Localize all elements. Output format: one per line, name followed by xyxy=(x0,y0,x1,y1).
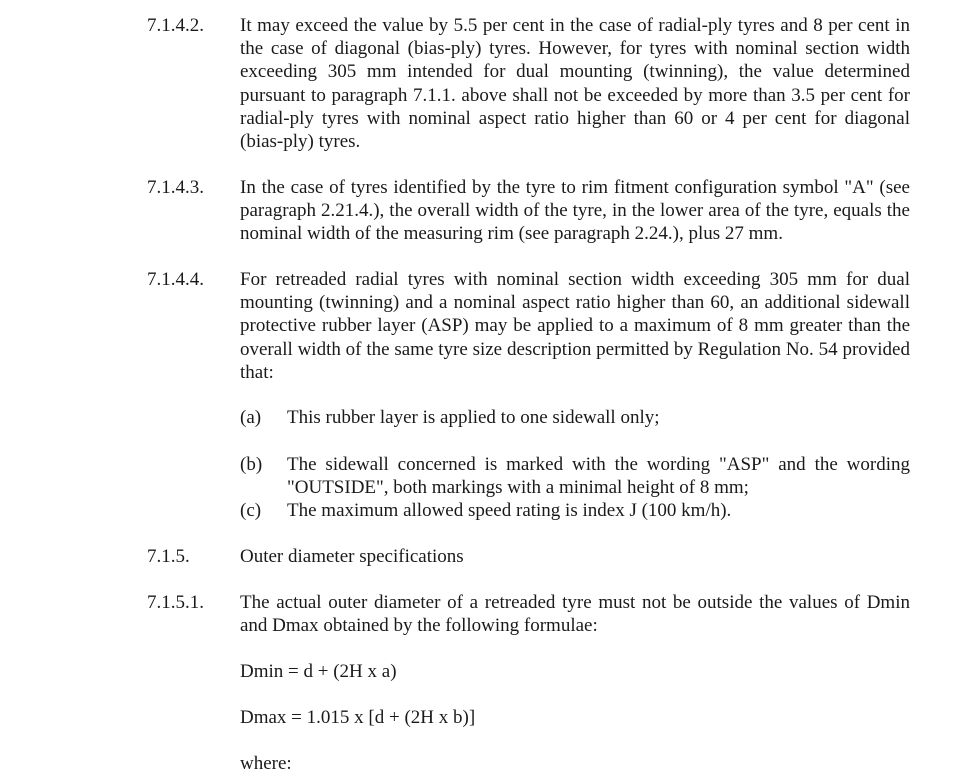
list-item-letter: (b) xyxy=(240,454,263,475)
where-label: where: xyxy=(240,753,292,774)
paragraph-number: 7.1.4.3. xyxy=(147,177,204,198)
list-item-text: The maximum allowed speed rating is index J (100 km/h). xyxy=(287,500,732,521)
paragraph-number: 7.1.4.2. xyxy=(147,15,204,36)
paragraph-text: In the case of tyres identified by the tyre to rim fitment configuration symbol "A" (see paragraph 2.21.4.), the overall width of the tyre, in the lower area of the tyre, equals the nominal width of the measuring rim (see paragraph 2.24.), plus 27 mm. xyxy=(240,177,910,245)
formula-dmax: Dmax = 1.015 x [d + (2H x b)] xyxy=(240,707,476,728)
list-item-letter: (c) xyxy=(240,500,262,521)
paragraph-number: 7.1.5.1. xyxy=(147,592,204,613)
list-item-text: This rubber layer is applied to one sidewall only; xyxy=(287,407,660,428)
paragraph-text: The actual outer diameter of a retreaded tyre must not be outside the values of Dmin and Dmax obtained by the following formulae: xyxy=(240,592,910,637)
paragraph-number: 7.1.4.4. xyxy=(147,269,204,290)
paragraph-number: 7.1.5. xyxy=(147,546,190,567)
formula-dmin: Dmin = d + (2H x a) xyxy=(240,661,397,682)
paragraph-text: For retreaded radial tyres with nominal section width exceeding 305 mm for dual mounting (twinning) and a nominal aspect ratio higher than 60, an additional sidewall protective rubber layer (ASP) may be applied to a maximum of 8 mm greater than the overall width of the same tyre size description permitted by Regulation No. 54 provided that: xyxy=(240,269,910,383)
list-item-letter: (a) xyxy=(240,407,262,428)
list-item-text: The sidewall concerned is marked with the wording "ASP" and the wording "OUTSIDE", both markings with a minimal height of 8 mm; xyxy=(287,454,910,499)
paragraph-text: It may exceed the value by 5.5 per cent in the case of radial-ply tyres and 8 per cent in the case of diagonal (bias-ply) tyres. However, for tyres with nominal section width exceeding 305 mm intended for dual mounting (twinning), the value determined pursuant to paragraph 7.1.1. above shall not be exceeded by more than 3.5 per cent for radial-ply tyres with nominal aspect ratio higher than 60 or 4 per cent for diagonal (bias-ply) tyres. xyxy=(240,15,910,153)
section-heading: Outer diameter specifications xyxy=(240,546,464,567)
